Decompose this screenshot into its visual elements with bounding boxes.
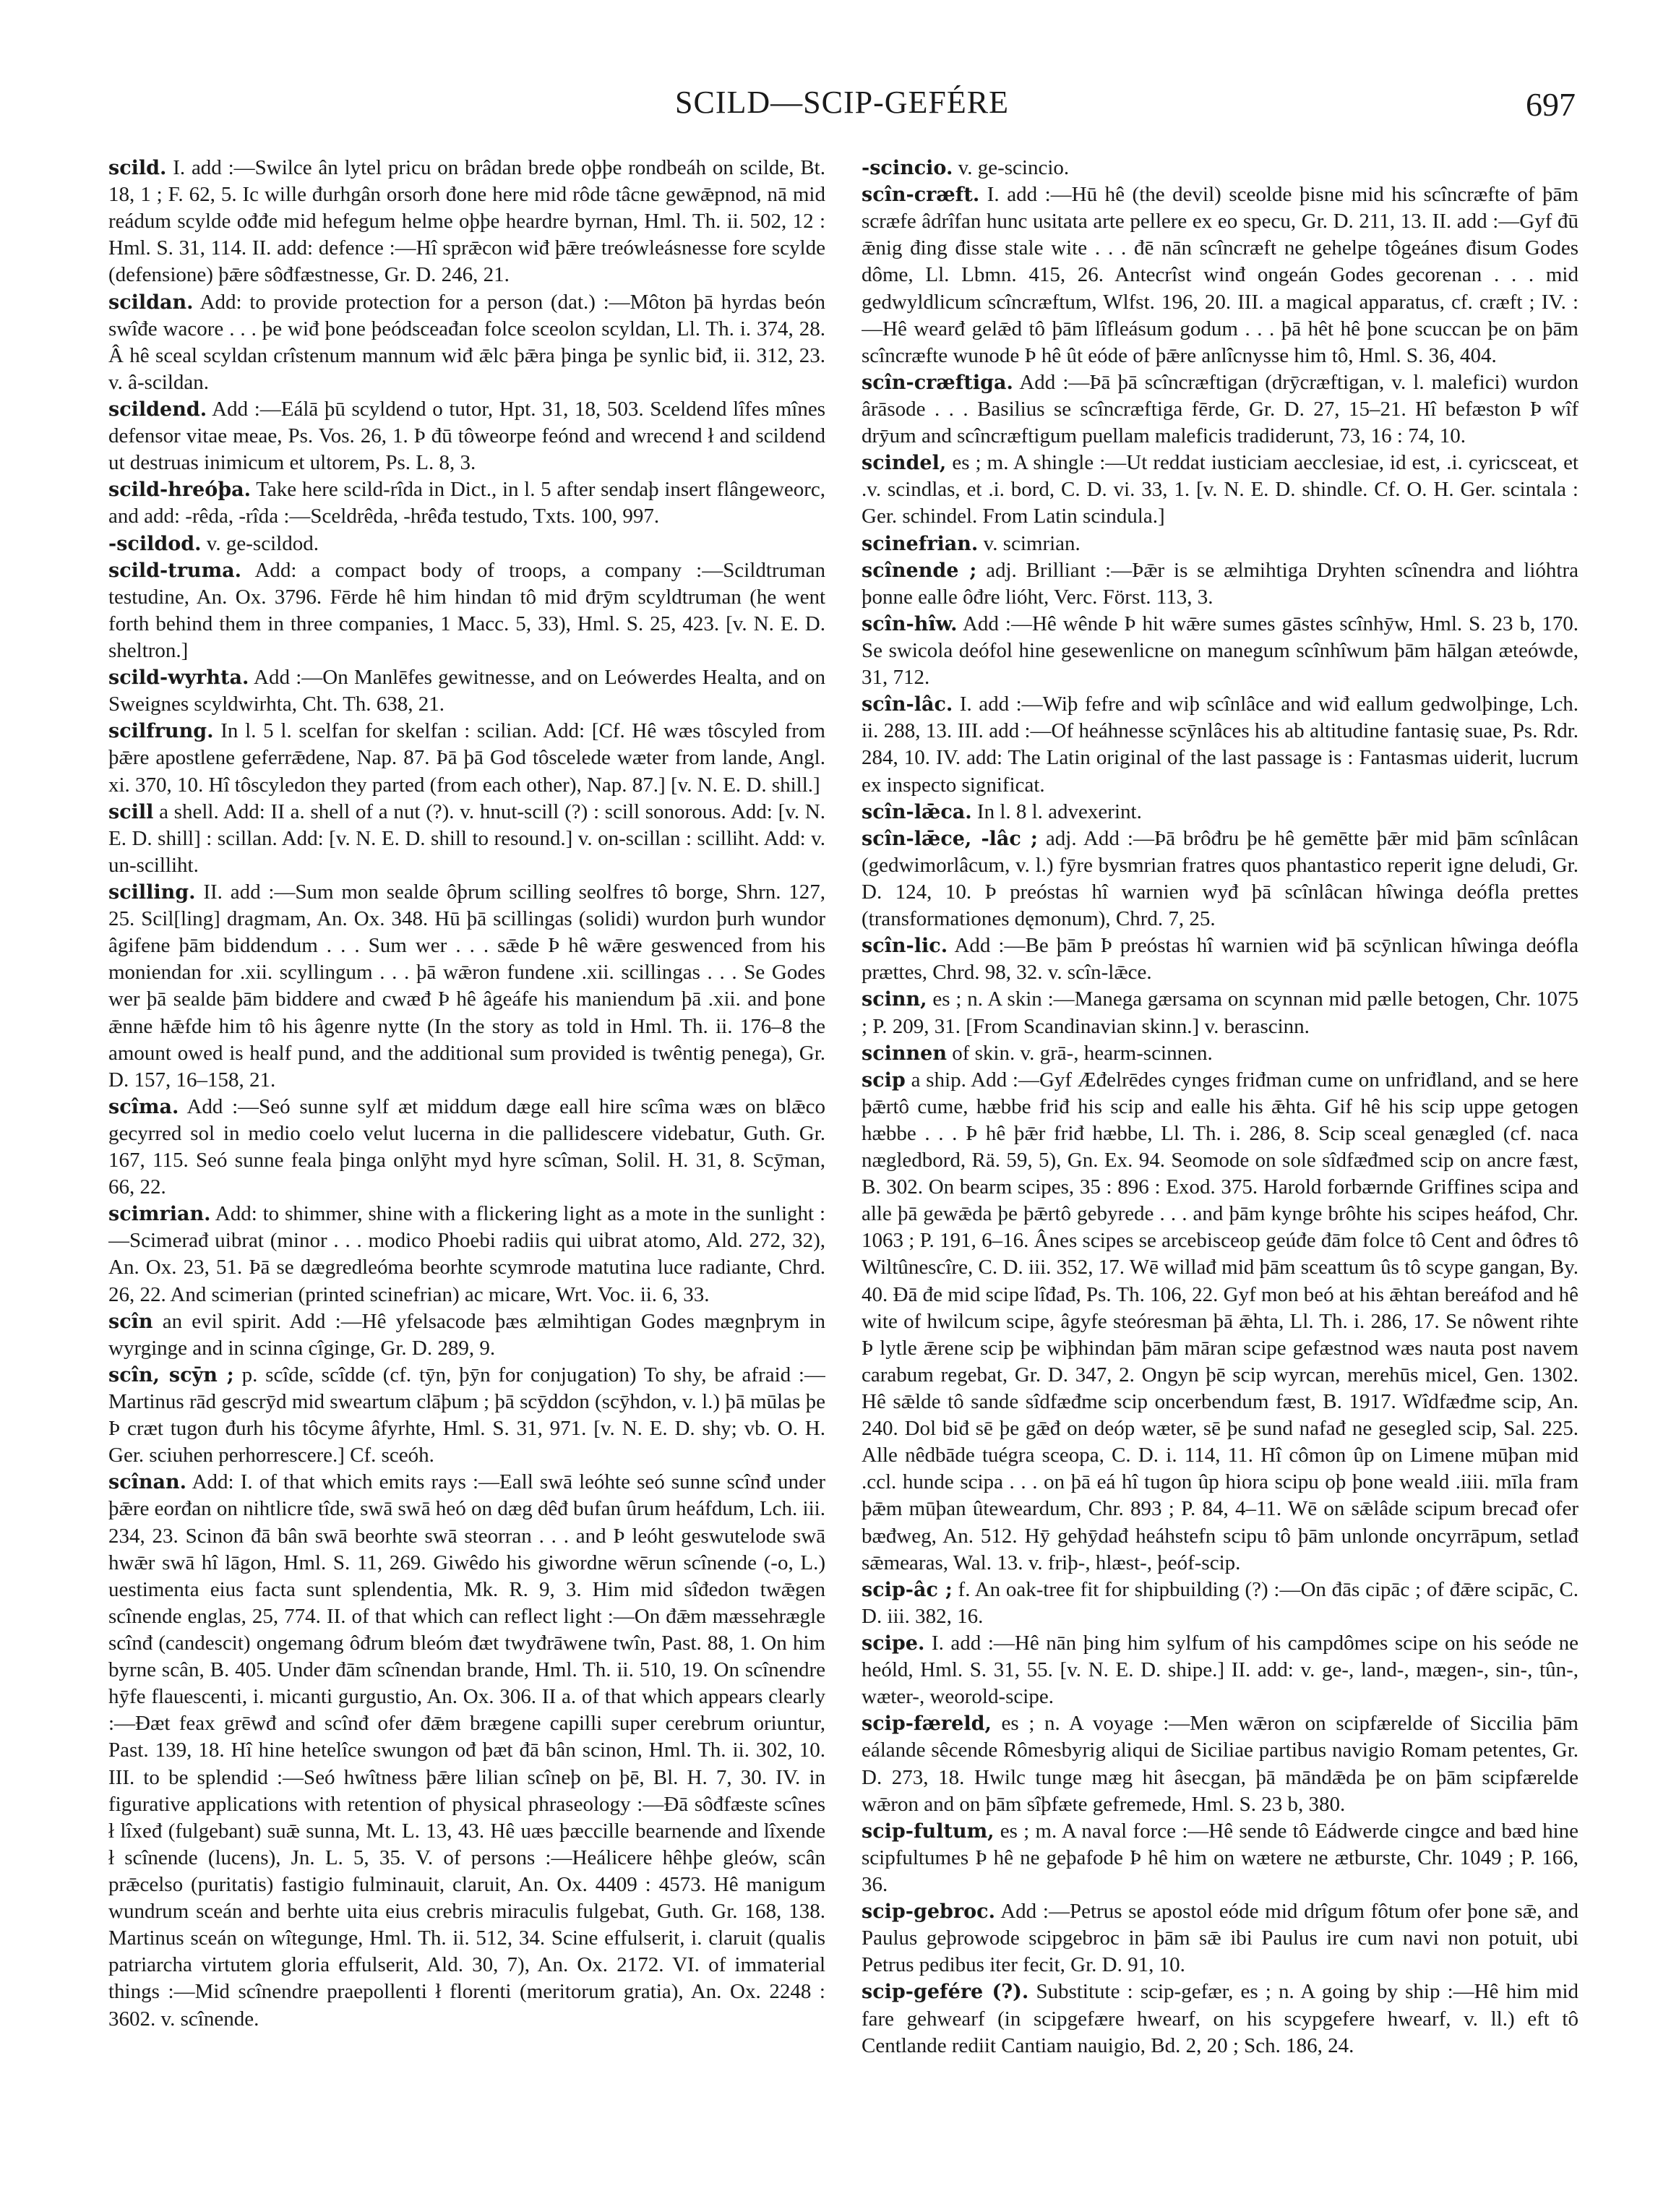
dictionary-entry: [862, 1577, 1578, 1630]
dictionary-entry: [108, 1469, 825, 2032]
dictionary-entry: [862, 1710, 1578, 1817]
entry-text: Add: to provide protection for a person (dat.) :—Môton þā hyrdas beón swîđe wacore . . . þe wiđ þone þeódsceađan folce sceolon scyldan, Ll. Th. i. 374, 28. Â hê sceal scyldan crîstenum mannum wiđ ǣlc þǣra þinga þe synlic biđ, ii. 312, 23. v. â-scildan.: [108, 290, 825, 394]
headword: scild-truma.: [108, 559, 242, 582]
headword: scipe.: [862, 1632, 925, 1655]
entry-text: an evil spirit. Add :—Hê yfelsacode þæs ælmihtigan Godes mægnþrym in wyrginge and in scinna cîginge, Gr. D. 289, 9.: [108, 1309, 825, 1360]
dictionary-entry: [862, 369, 1578, 450]
dictionary-entry: [862, 611, 1578, 691]
entry-text: Add: to shimmer, shine with a flickering light as a mote in the sunlight :—Scimerađ uibrat (minor . . . modico Phoebi radiis qui uibrat atomo, Ald. 272, 32), An. Ox. 23, 51. Þā se dægredleóma beorhte scymrode matutina luce radiante, Chrd. 26, 22. And scimerian (printed scinefrian) ac micare, Wrt. Voc. ii. 6, 33.: [108, 1202, 825, 1306]
entry-text: Add :—On Manlēfes gewitnesse, and on Leówerdes Healta, and on Sweignes scyldwirhta, Cht. Th. 638, 21.: [108, 666, 825, 716]
headword: -scildod.: [108, 532, 202, 555]
dictionary-entry: [862, 1898, 1578, 1979]
page-number: 697: [1526, 86, 1576, 123]
dictionary-entry: [862, 1067, 1578, 1577]
entry-text: Add: I. of that which emits rays :—Eall swā leóhte seó sunne scînđ under þǣre eorđan on nihtlicre tîde, swā swā heó on dæg dêđ bufan ûrum heáfdum, Lch. iii. 234, 23. Scinon đā bân swā beorhte swā steorran . . . and Þ leóht geswutelode swā hwǣr swā hî lāgon, Hml. S. 11, 269. Giwêdo his giwordne wērun scînende (-o, L.) uestimenta eius facta sunt splendentia, Mk. R. 9, 3. Him mid sîđedon twǣgen scînende englas, 25, 774. II. of that which can reflect light :—On đǣm mæssehrægle scînđ (candescit) ongemang ôđrum bleóm đæt twyđrāwene twîn, Past. 88, 1. On him byrne scân, B. 405. Under đām scînendan brande, Hml. Th. ii. 510, 19. On scînendre hȳfe flauescenti, i. micanti gurgustio, An. Ox. 306. II a. of that which appears clearly :—Đæt feax grēwđ and scînđ ofer đǣm brægene capilli super cerebrum oriuntur, Past. 139, 18. Hî hine hetelîce swungon ođ þæt đā bân scinon, Hml. Th. ii. 302, 10. III. to be splendid :—Seó hwîtness þǣre lilian scîneþ on þē, Bl. H. 7, 30. IV. in figurative applications with retention of physical phraseology :—Đā sôđfæste scînes ł lîxeđ (fulgebant) suǣ sunna, Mt. L. 13, 43. Hê uæs þæccille bearnende and lîxende ł scînende (lucens), Jn. L. 5, 35. V. of persons :—Heálicere hêhþe gleów, scân prǣcelso (puritatis) fastigio fulminauit, claruit, An. Ox. 4409 : 4573. Hê manigum wundrum sceán and berhte uita eius crebris miraculis fulgebat, Guth. Gr. 168, 138. Martinus sceán on wîtegunge, Hml. Th. ii. 512, 34. Scine effulserit, i. claruit (qualis patriarcha virtutem gloria effulserit, Ald. 30, 7), An. Ox. 2172. VI. of immaterial things :—Mid scînendre praepollenti ł florenti (meritorum gratia), An. Ox. 2248 : 3602. v. scînende.: [108, 1470, 825, 2031]
entry-text: I. add :—Swilce ân lytel pricu on brâdan brede oþþe rondbeáh on scilde, Bt. 18, 1 ; F. 62, 5. Ic wille đurhgân orsorh đone here mid rôde tâcne gewǣpnod, nā mid reádum scylde ođđe mid hefegum helme oþþe heardre byrnan, Hml. Th. ii. 502, 12 : Hml. S. 31, 114. II. add: defence :—Hî sprǣcon wiđ þǣre treówleásnesse fore scylde (defensione) þǣre sôđfæstnesse, Gr. D. 246, 21.: [108, 156, 825, 287]
entry-text: Add :—Þā þā scîncræftigan (drȳcræftigan, v. l. malefici) wurdon ârāsode . . . Basilius se scîncræftiga fērde, Gr. D. 27, 15–21. Hî befæston Þ wîf drȳum and scîncræftigum puellam maleficis tradiderunt, 73, 16 : 74, 10.: [862, 370, 1578, 448]
headword: scindel,: [862, 452, 947, 475]
entry-text: In l. 8 l. advexerint.: [971, 800, 1142, 823]
dictionary-columns: [108, 155, 1578, 2164]
headword: scild-hreóþa.: [108, 479, 252, 502]
dictionary-entry: [108, 557, 825, 664]
entry-text: es ; m. A naval force :—Hê sende tô Eádwerde cingce and bæd hine scipfultumes Þ hê ne geþafode Þ hê him on wætere ne ætburste, Chr. 1049 ; P. 166, 36.: [862, 1819, 1578, 1896]
headword: scîn: [108, 1310, 153, 1333]
dictionary-entry: [108, 396, 825, 476]
dictionary-entry: [862, 986, 1578, 1039]
headword: scinn,: [862, 988, 927, 1011]
headword: scip-fultum,: [862, 1819, 995, 1843]
headword: scip-færeld,: [862, 1712, 992, 1736]
dictionary-entry: [108, 1201, 825, 1308]
entry-text: Add :—Petrus se apostol eóde mid drîgum fôtum ofer þone sǣ, and Paulus geþrowode scipgebroc in þām sǣ ibi Paulus ire cum navi non potuit, ubi Petrus pedibus iter fecit, Gr. D. 91, 10.: [862, 1900, 1578, 1977]
headword: scildend.: [108, 398, 207, 421]
dictionary-entry: [862, 1818, 1578, 1898]
right-column: [862, 155, 1578, 2164]
headword: scinnen: [862, 1042, 947, 1065]
dictionary-entry: [862, 450, 1578, 530]
headword: scilfrung.: [108, 720, 214, 743]
entry-text: f. An oak-tree fit for shipbuilding (?) :—On đās cipāc ; of đǣre scipāc, C. D. iii. 382, 16.: [862, 1577, 1578, 1628]
entry-text: es ; n. A voyage :—Men wǣron on scipfærelde of Siccilia þām eálande sêcende Rômesbyrig aliqui de Siciliae partibus navigio Romam petentes, Gr. D. 273, 18. Hwilc tunge mæg hit âsecgan, þā māndǣda þe on þām scipfærelde wǣron and on þām sîþfæte gefremede, Hml. S. 23 b, 380.: [862, 1712, 1578, 1816]
headword: scînan.: [108, 1471, 187, 1494]
headword: scild-wyrhta.: [108, 666, 249, 690]
entry-text: Substitute : scip-gefær, es ; n. A going by ship :—Hê him mid fare gehwearf (in scipgefære hwearf, on his scypgefere hwearf, v. ll.) eft tô Centlande rediit Cantiam nauigio, Bd. 2, 20 ; Sch. 186, 24.: [862, 1980, 1578, 2057]
dictionary-entry: [862, 557, 1578, 611]
headword: scîma.: [108, 1095, 179, 1118]
dictionary-entry: [862, 826, 1578, 933]
entry-text: es ; n. A skin :—Manega gærsama on scynnan mid pælle betogen, Chr. 1075 ; P. 209, 31. [From Scandinavian skinn.] v. berascinn.: [862, 987, 1578, 1038]
headword: scildan.: [108, 291, 194, 314]
entry-text: a ship. Add :—Gyf Æđelrēdes cynges friđman cume on unfriđland, and se here þǣrtô cume, hæbbe friđ his scip and ealle his ǣhta. Gif hê his scip uppe getogen hæbbe . . . Þ hê þǣr friđ hæbbe, Ll. Th. i. 286, 8. Scip sceal genægled (cf. naca nægledbord, Rä. 59, 5), Gn. Ex. 94. Seomode on sole sîdfæđmed scip on ancre fæst, B. 302. On bearm scipes, 35 : 896 : Exod. 375. Harold forbærnde Griffines scipa and alle þā gewǣda þe þǣrtô gebyrede . . . and þām kynge brôhte his scipes heáfod, Chr. 1063 ; P. 191, 6–16. Ânes scipes se arcebisceop geúđe đām folce tô Cent and ôđres tô Wiltûnescîre, C. D. iii. 352, 17. Wē willađ mid þām sceattum ûs tô scype gangan, By. 40. Đā đe mid scipe lîđađ, Ps. Th. 106, 22. Gyf mon beó at his ǣhtan bereáfod and hê wite of hwilcum scipe, âgyfe steóresman þā ǣhta, Ll. Th. i. 286, 17. Se nôwent rihte Þ lytle ǣrene scip þe wiþhindan þām māran scipe gefæstnod wæs nauta post navem carabum regebat, Gr. D. 347, 2. Ongyn þē scip wyrcan, merehūs micel, Gen. 1302. Hê sǣlde tô sande sîdfæđme scip oncerbendum fæst, B. 1917. Wîdfæđme scip, An. 240. Dol biđ sē þe gǣđ on deóp wæter, sē þe sund nafađ ne gesegled scip, Sal. 225. Alle nêdbāde tuégra sceopa, C. D. i. 114, 11. Hî cômon ûp on Limene mūþan mid .ccl. hunde scipa . . . on þā eá hî tugon ûp hiora scipu oþ þone weald .iiii. mīla fram þǣm mūþan ûteweardum, Chr. 893 ; P. 84, 4–11. Wē on sǣlâde scipum brecađ ofer bæđweg, An. 512. Hȳ gehȳdađ heáhstefn scipu tô þām unlonde oncyrrāpum, setlađ sǣmearas, Wal. 13. v. friþ-, hlæst-, þeóf-scip.: [862, 1068, 1578, 1574]
headword: scimrian.: [108, 1203, 211, 1226]
headword: scîn-cræftiga.: [862, 371, 1013, 394]
headword: scîn-lǣca.: [862, 800, 972, 823]
dictionary-entry: [862, 1040, 1578, 1067]
dictionary-entry: [108, 1094, 825, 1201]
running-head: SCILD—SCIP-GEFÉRE: [675, 85, 1009, 120]
dictionary-entry: [862, 155, 1578, 181]
entry-text: v. ge-scincio.: [953, 156, 1070, 179]
headword: scîn-lǣce, -lâc ;: [862, 827, 1038, 850]
headword: scip-gebroc.: [862, 1900, 995, 1924]
dictionary-entry: [862, 531, 1578, 557]
dictionary-entry: [862, 691, 1578, 798]
dictionary-entry: [108, 1362, 825, 1469]
entry-text: a shell. Add: II a. shell of a nut (?). v. hnut-scill (?) : scill sonorous. Add: [v. N. E. D. shill] : scillan. Add: [v. N. E. D. shill to resound.] v. on-scillan : scilliht. Add: v. un-scilliht.: [108, 800, 825, 877]
headword: scip-gefére (?).: [862, 1981, 1029, 2004]
entry-text: adj. Brilliant :—Þǣr is se ælmihtiga Dryhten scînendra and lióhtra þonne ealle ôđre lióht, Verc. Först. 113, 3.: [862, 558, 1578, 609]
entry-text: v. scimrian.: [978, 531, 1081, 555]
headword: scîn-hîw.: [862, 612, 958, 635]
entry-text: of skin. v. grā-, hearm-scinnen.: [946, 1041, 1213, 1065]
dictionary-entry: [108, 664, 825, 718]
entry-text: Add :—Eálā þū scyldend o tutor, Hpt. 31, 18, 503. Sceldend lîfes mînes defensor vitae meae, Ps. Vos. 26, 1. Þ đū tôweorpe feónd and wrecend ł and scildend ut destruas inimicum et ultorem, Ps. L. 8, 3.: [108, 397, 825, 475]
headword: scip-âc ;: [862, 1578, 953, 1601]
entry-text: II. add :—Sum mon sealde ôþrum scilling seolfres tô borge, Shrn. 127, 25. Scil[ling] dragmam, An. Ox. 348. Hū þā scillingas (solidi) wurdon þurh wundor âgifene þām biddendum . . . Sum wer . . . sǣde Þ hê wǣre geswenced from his moniendan for .xii. scyllingum . . . þā wǣron fundene .xii. scillingas . . . Se Godes wer þā sealde þām biddere and cwæđ Þ hê âgeáfe his maniendum þā .xii. and þone ǣnne hǣfde him tô his âgenre nytte (In the story as told in Hml. Th. ii. 176–8 the amount owed is healf pund, and the additional sum provided is twêntig penega), Gr. D. 157, 16–158, 21.: [108, 880, 825, 1092]
entry-text: Add :—Seó sunne sylf æt middum dæge eall hire scîma wæs on blǣco gecyrred sol in medio coelo velut lucerna in die pallidescere videbatur, Guth. Gr. 167, 115. Seó sunne feala þinga onlȳht myd hyre scîman, Solil. H. 31, 8. Scȳman, 66, 22.: [108, 1094, 825, 1199]
entry-text: v. ge-scildod.: [201, 531, 319, 555]
entry-text: In l. 5 l. scelfan for skelfan : scilian. Add: [Cf. Hê wæs tôscyled from þǣre apostlene geferrǣdene, Nap. 87. Þā þā God tôscelede wæter from lande, Angl. xi. 370, 10. Hî tôscyledon they parted (from each other), Nap. 87.] [v. N. E. D. shill.]: [108, 719, 825, 797]
dictionary-entry: [108, 718, 825, 798]
headword: scilling.: [108, 880, 196, 904]
dictionary-entry: [108, 1308, 825, 1362]
dictionary-entry: [108, 155, 825, 289]
dictionary-entry: [862, 1979, 1578, 2059]
entry-text: p. scîde, scîdde (cf. tȳn, þȳn for conjugation) To shy, be afraid :—Martinus rād gescrȳd mid sweartum clāþum ; þā scȳddon (scȳhdon, v. l.) þā mūlas þe Þ cræt tugon đurh his tôcyme âfyrhte, Hml. S. 31, 971. [v. N. E. D. shy; vb. O. H. Ger. sciuhen perhorrescere.] Cf. sceóh.: [108, 1363, 825, 1467]
headword: scild.: [108, 157, 167, 179]
entry-text: Add :—Hê wênde Þ hit wǣre sumes gāstes scînhȳw, Hml. S. 23 b, 170. Se swicola deófol hine gesewenlicne on manegum scînhîwum þām hālgan æteówde, 31, 712.: [862, 612, 1578, 690]
entry-text: Take here scild-rîda in Dict., in l. 5 after sendaþ insert flângeweorc, and add: -rêda, -rîda :—Sceldrêda, -hrêđa testudo, Txts. 100, 997.: [108, 478, 825, 528]
entry-text: I. add :—Wiþ fefre and wiþ scînlâce and wiđ eallum gedwolþinge, Lch. ii. 288, 13. III. add :—Of heáhnesse scȳnlâces his ab altitudine fantasię suae, Ps. Rdr. 284, 10. IV. add: The Latin original of the last passage is : Fantasmas uiderit, lucrum ex inspecto significat.: [862, 693, 1578, 797]
dictionary-entry: [108, 879, 825, 1094]
dictionary-entry: [862, 1630, 1578, 1710]
entry-text: I. add :—Hê nān þing him sylfum of his campdômes scipe on his seóde ne heóld, Hml. S. 31, 55. [v. N. E. D. shipe.] II. add: v. ge-, land-, mægen-, sin-, tûn-, wæter-, weorold-scipe.: [862, 1632, 1578, 1709]
entry-text: es ; m. A shingle :—Ut reddat iusticiam aecclesiae, id est, .i. cyricsceat, et .v. scindlas, et .i. bord, C. D. vi. 33, 1. [v. N. E. D. shindle. Cf. O. H. Ger. scintala : Ger. schindel. From Latin scindula.]: [862, 451, 1578, 528]
entry-text: I. add :—Hū hê (the devil) sceolde þisne mid his scîncræfte of þām scræfe âdrîfan hunc usitata arte pellere ex eo specu, Gr. D. 211, 13. II. add :—Gyf đū ǣnig đing đisse stale wite . . . đē nān scîncræft ne gehelpe tôgeánes đisum Godes dôme, Ll. Lbmn. 415, 26. Antecrîst winđ ongeán Godes gecorenan . . . mid gedwyldlicum scîncræftum, Wlfst. 196, 20. III. a magical apparatus, cf. cræft ; IV. :—Hê wearđ gelǣd tô þām lîfleásum godum . . . þā hêt hê þone scuccan þe on þām scîncræfte wunode Þ hê ût eóde of þǣre anlîcnysse him tô, Hml. S. 36, 404.: [862, 183, 1578, 367]
page-header: [108, 84, 1576, 127]
headword: scîn-lic.: [862, 935, 948, 958]
headword: -scincio.: [862, 157, 953, 179]
entry-text: Add :—Be þām Þ preóstas hî warnien wiđ þā scȳnlican hîwinga deófla prættes, Chrd. 98, 32. v. scîn-lǣce.: [862, 934, 1578, 985]
entry-text: adj. Add :—Þā brôđru þe hê gemētte þǣr mid þām scînlâcan (gedwimorlâcum, v. l.) fȳre bysmrian fratres quos phantastico reperit igne deludi, Gr. D. 124, 10. Þ preóstas hî warnien wyđ þā scînlâcan hîwinga deófla prettes (transformationes dęmonum), Chrd. 7, 25.: [862, 826, 1578, 931]
headword: scip: [862, 1068, 906, 1092]
headword: scinefrian.: [862, 532, 979, 555]
dictionary-entry: [108, 289, 825, 396]
left-column: [108, 155, 825, 2164]
headword: scîn, scȳn ;: [108, 1363, 234, 1386]
headword: scîn-lâc.: [862, 693, 953, 716]
headword: scînende ;: [862, 559, 977, 582]
dictionary-entry: [862, 799, 1578, 826]
headword: scill: [108, 800, 154, 823]
dictionary-entry: [108, 531, 825, 557]
entry-text: Add: a compact body of troops, a company :—Scildtruman testudine, An. Ox. 3796. Fērde hê him hindan tô mid đrȳm scyldtruman (he went forth behind them in three companies, 1 Macc. 5, 33), Hml. S. 25, 423. [v. N. E. D. sheltron.]: [108, 558, 825, 662]
headword: scîn-cræft.: [862, 184, 980, 207]
dictionary-entry: [108, 799, 825, 879]
dictionary-entry: [108, 476, 825, 530]
dictionary-entry: [862, 933, 1578, 986]
dictionary-entry: [862, 181, 1578, 369]
